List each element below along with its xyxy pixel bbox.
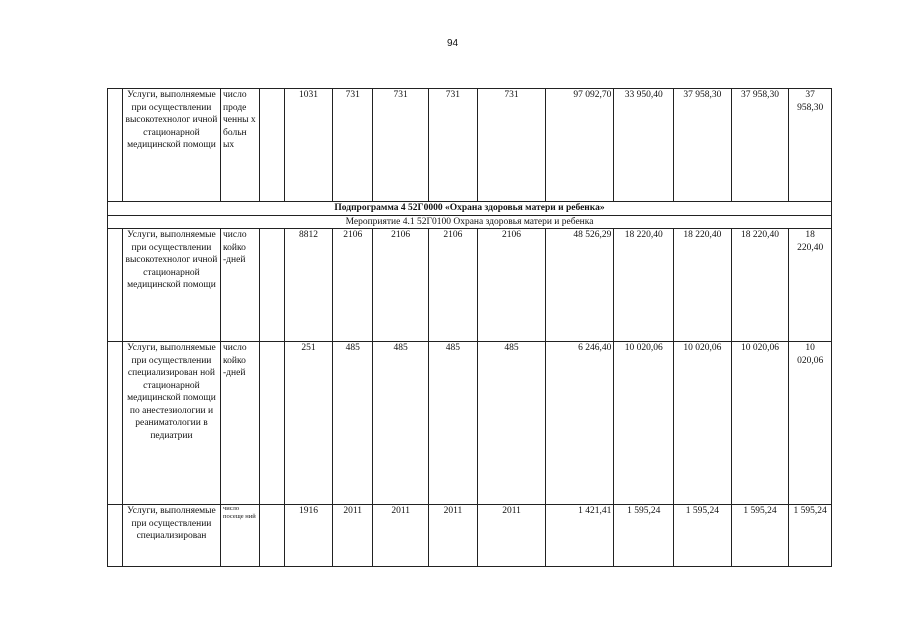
table-row: [108, 89, 832, 202]
amount-cell: 10 020,06: [674, 342, 732, 505]
empty-cell: [260, 89, 285, 202]
amount-cell: 18 220,40: [731, 229, 789, 342]
unit-cell: число проде ченны х больн ых: [221, 89, 260, 202]
table-row: [108, 505, 832, 567]
amount-cell: 1 595,24: [731, 505, 789, 567]
value-cell: 2106: [332, 229, 373, 342]
value-cell: 485: [373, 342, 428, 505]
amount-cell: 10 020,06: [731, 342, 789, 505]
index-cell: [108, 229, 123, 342]
amount-cell: 1 595,24: [674, 505, 732, 567]
service-name-cell: Услуги, выполняемые при осуществлении специализирован: [122, 505, 220, 567]
service-name-cell: Услуги, выполняемые при осуществлении высокотехнолог ичной стационарной медицинской помощи: [122, 89, 220, 202]
unit-cell: число койко -дней: [221, 229, 260, 342]
index-cell: [108, 342, 123, 505]
empty-cell: [260, 342, 285, 505]
amount-cell: 33 950,40: [614, 89, 674, 202]
value-cell: 2011: [428, 505, 477, 567]
table-row: [108, 229, 832, 342]
empty-cell: [260, 505, 285, 567]
amount-cell: 1 595,24: [789, 505, 832, 567]
measure-title: Мероприятие 4.1 52Г0100 Охрана здоровья матери и ребенка: [108, 215, 832, 229]
index-cell: [108, 89, 123, 202]
amount-cell: 10 020,06: [614, 342, 674, 505]
value-cell: 731: [428, 89, 477, 202]
unit-cell: число посеще ний: [221, 505, 260, 567]
amount-cell: 1 421,41: [546, 505, 614, 567]
amount-cell: 10 020,06: [789, 342, 832, 505]
value-cell: 485: [477, 342, 545, 505]
table-row: [108, 342, 832, 505]
service-name-cell: Услуги, выполняемые при осуществлении высокотехнолог ичной стационарной медицинской помощи: [122, 229, 220, 342]
amount-cell: 37 958,30: [731, 89, 789, 202]
value-cell: 731: [477, 89, 545, 202]
value-cell: 8812: [284, 229, 332, 342]
section-row: [108, 202, 832, 216]
value-cell: 731: [332, 89, 373, 202]
amount-cell: 6 246,40: [546, 342, 614, 505]
value-cell: 1031: [284, 89, 332, 202]
index-cell: [108, 505, 123, 567]
amount-cell: 48 526,29: [546, 229, 614, 342]
value-cell: 2106: [373, 229, 428, 342]
value-cell: 251: [284, 342, 332, 505]
value-cell: 1916: [284, 505, 332, 567]
value-cell: 731: [373, 89, 428, 202]
empty-cell: [260, 229, 285, 342]
value-cell: 485: [332, 342, 373, 505]
amount-cell: 97 092,70: [546, 89, 614, 202]
amount-cell: 37 958,30: [789, 89, 832, 202]
unit-cell: число койко -дней: [221, 342, 260, 505]
amount-cell: 18 220,40: [674, 229, 732, 342]
amount-cell: 18 220,40: [614, 229, 674, 342]
page-number: 94: [446, 38, 459, 49]
amount-cell: 1 595,24: [614, 505, 674, 567]
subsection-row: [108, 215, 832, 229]
amount-cell: 18 220,40: [789, 229, 832, 342]
service-name-cell: Услуги, выполняемые при осуществлении специализирован ной стационарной медицинской помощи по анестезиологии и реаниматологии в педиатрии: [122, 342, 220, 505]
value-cell: 2106: [428, 229, 477, 342]
budget-table: [107, 88, 832, 567]
amount-cell: 37 958,30: [674, 89, 732, 202]
value-cell: 485: [428, 342, 477, 505]
value-cell: 2011: [477, 505, 545, 567]
value-cell: 2011: [373, 505, 428, 567]
subprogram-title: Подпрограмма 4 52Г0000 «Охрана здоровья матери и ребенка»: [108, 202, 832, 216]
value-cell: 2106: [477, 229, 545, 342]
value-cell: 2011: [332, 505, 373, 567]
